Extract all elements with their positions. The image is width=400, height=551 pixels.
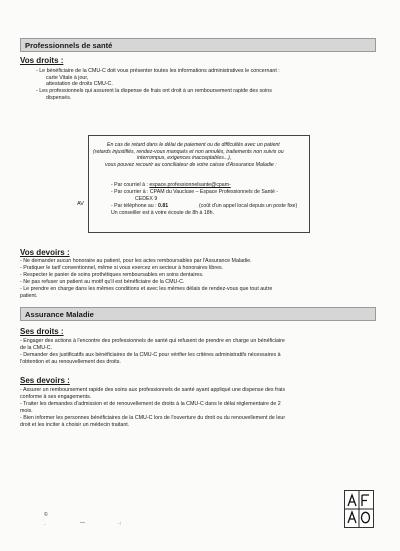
assurance-devoirs-line: droit et les inciter à choisir un médecin traitant. bbox=[20, 422, 130, 428]
droits-line: dispensés. bbox=[46, 94, 72, 101]
scan-speck: ·: bbox=[118, 521, 122, 527]
devoirs-line: - Ne demander aucun honoraire au patient, pour les actes remboursables par l'Assurance Maladie. bbox=[20, 258, 252, 264]
ses-devoirs-title: Ses devoirs : bbox=[20, 376, 70, 385]
devoirs-line: - Le prendre en charge dans les mêmes conditions et avec les mêmes délais de rendez-vous que tout autre bbox=[20, 286, 273, 292]
assurance-devoirs-line: mois. bbox=[20, 408, 33, 414]
notice-line: (retards injustifiés, rendez-vous manqués et non annulés, traitements non suivis ou bbox=[93, 148, 284, 155]
section-header-assurance: Assurance Maladie bbox=[20, 307, 376, 321]
assurance-droits-line: - Engager des actions à l'encontre des professionnels de santé qui refusent de prendre en charge un bénéficiaire bbox=[20, 338, 285, 344]
vos-devoirs-title: Vos devoirs : bbox=[20, 248, 70, 257]
contact-cedex: CEDEX 9 bbox=[135, 195, 158, 202]
assurance-devoirs-line: - Traiter les demandes d'admission et de renouvellement de droits à la CMU-C dans le délai réglementaire de 2 bbox=[20, 401, 281, 407]
assurance-devoirs-line: conforme à ses engagements. bbox=[20, 394, 92, 400]
vos-droits-title: Vos droits : bbox=[20, 56, 64, 65]
assurance-devoirs-line: - Bien informer les personnes bénéficiaires de la CMU-C lors de l'ouverture du droit ou du renouvellement de leur bbox=[20, 415, 286, 421]
devoirs-line: patient. bbox=[20, 293, 38, 299]
organisation-logo bbox=[344, 490, 374, 528]
devoirs-line: - Respecter le panier de soins prothétiques remboursables en soins dentaires. bbox=[20, 272, 204, 278]
section-header-professionnels: Professionnels de santé bbox=[20, 38, 376, 52]
scan-speck: · bbox=[44, 522, 46, 528]
conciliateur-notice-box bbox=[88, 135, 310, 233]
conseiller-hours: Un conseiller est à votre écoute de 8h à 18h. bbox=[111, 210, 214, 216]
telephone-cost-note: (coût d'un appel local depuis un poste fixe) bbox=[199, 203, 298, 209]
droits-line: - Le bénéficiaire de la CMU-C doit vous présenter toutes les informations administratives le concernant : bbox=[36, 68, 280, 74]
droits-line: attestation de droits CMU-C. bbox=[46, 81, 113, 87]
logo-graphic bbox=[345, 491, 373, 527]
margin-mark: AV bbox=[77, 201, 84, 207]
droits-line: carte Vitale à jour, bbox=[46, 74, 89, 81]
assurance-devoirs-line: - Assurer un remboursement rapide des soins aux professionnels de santé ayant appliqué une dispense des frais bbox=[20, 387, 286, 393]
assurance-droits-line: l'obtention et au renouvellement des droits. bbox=[20, 359, 121, 365]
telephone-number: 0.81 bbox=[158, 203, 169, 209]
droits-line: - Les professionnels qui assurent la dispense de frais ont droit à un remboursement rapide des soins bbox=[36, 88, 272, 94]
assurance-droits-line: de la CMU-C. bbox=[20, 345, 53, 351]
notice-line: vous pouvez recourir au conciliateur de votre caisse d'Assurance Maladie : bbox=[105, 161, 277, 168]
contact-telephone: - Par téléphone au : 0.81 bbox=[111, 203, 169, 209]
courriel-link[interactable]: espace.professionnelsante@cpam- bbox=[149, 182, 231, 188]
ses-droits-title: Ses droits : bbox=[20, 327, 64, 336]
notice-line: En cas de retard dans le délai de paiement ou de difficultés avec un patient bbox=[107, 142, 280, 148]
devoirs-line: - Ne pas refuser un patient au motif qu'il est bénéficiaire de la CMU-C. bbox=[20, 279, 185, 285]
contact-courriel: - Par courriel à : espace.professionnelsante@cpam- bbox=[111, 182, 231, 188]
contact-courrier: - Par courrier à : CPAM du Vaucluse – Espace Professionnels de Santé - bbox=[111, 189, 279, 195]
notice-line: interrompus, exigences inacceptables...), bbox=[137, 155, 232, 161]
scan-speck: — bbox=[80, 520, 85, 526]
assurance-droits-line: - Demander des justificatifs aux bénéficiaires de la CMU-C pour vérifier les critères administratifs nécessaires à bbox=[20, 352, 281, 358]
scan-speck: © bbox=[44, 512, 48, 518]
devoirs-line: - Pratiquer le tarif conventionnel, même si vous exercez en secteur à honoraires libres. bbox=[20, 265, 224, 271]
